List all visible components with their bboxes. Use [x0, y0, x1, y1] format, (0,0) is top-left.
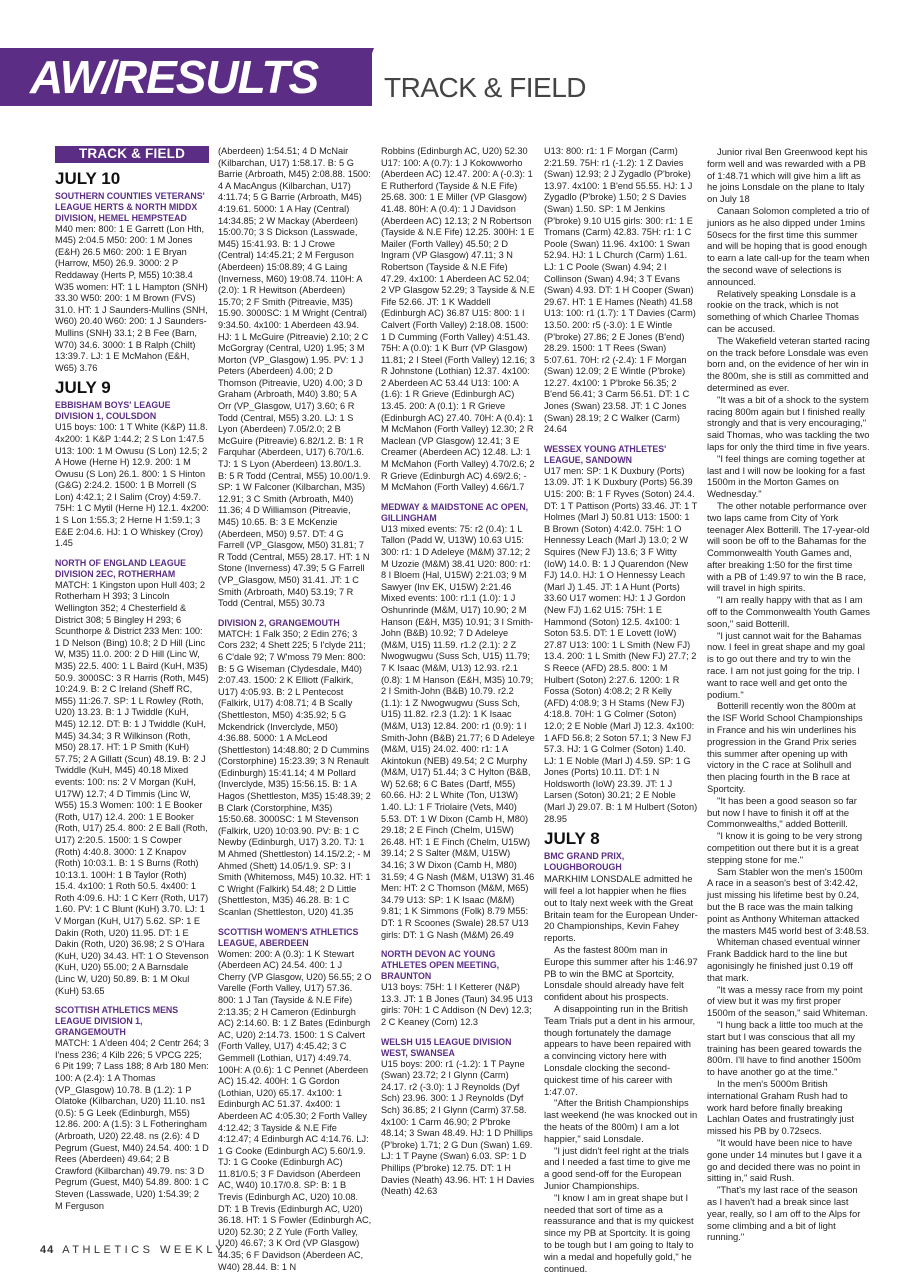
column-3 [381, 146, 535, 1226]
results-text: M40 men: 800: 1 E Garrett (Lon Hth, M45) 2:04.5 M50: 200: 1 M Jones (E&H) 26.5 M60: 200: 1 E Bryan (Harrow, M50) 26.9. 3000: 2 P Reddaway (Herts P, M55) 10:38.4 W35 women: HT: 1 L Hampton (SNH) 33.30 W50: 200: 1 M Brown (FVS) 31.0. HT: 1 J Saunders-Mullins (SNH, W60) 20.40 W60: 200: 1 J Saunders-Mullins (SNH) 33.1; 2 B Fee (Barn, W70) 34.6. 3000: 1 B Ralph (Chilt) 13:39.7. LJ: 1 E McMahon (E&H, W65) 3.76 [55, 223, 208, 373]
report-paragraph: "I hung back a little too much at the start but I was conscious that all my training has been geared towards the 800m. I'll have to find another 1500m to have another go at the time." [707, 1018, 864, 1078]
results-text: Robbins (Edinburgh AC, U20) 52.30 U17: 100: A (0.7): 1 J Kokowworho (Aberdeen AC) 12.47. 200: A (-0.3): 1 E Rutherford (Tayside & N.E Fife) 25.68. 300: 1 E Miller (VP Glasgow) 41.48. 80H: A (0.4): 1 J Davidson (Aberdeen AC) 12.13; 2 N Robertson (Tayside & N.E Fife) 12.25. 300H: 1 E Mailer (Forth Valley) 45.50; 2 D Ingram (VP Glasgow) 47.11; 3 N Robertson (Tayside & N.E Fife) 47.29. 4x100: 1 Aberdeen AC 52.04; 2 VP Glasgow 52.29; 3 Tayside & N.E Fife 52.66. JT: 1 K Waddell (Edinburgh AC) 36.87 U15: 800: 1 I Calvert (Forth Valley) 2:18.08. 1500: 1 D Cumming (Forth Valley) 4:51.43. 75H: A (0.0): 1 K Burr (VP Glasgow) 11.81; 2 I Steel (Forth Valley) 12.16; 3 R Johnstone (Lothian) 12.37. 4x100: 2 Aberdeen AC 53.44 U13: 100: A (1.6): 1 R Grieve (Edinburgh AC) 13.45. 200: A (0.1): 1 R Grieve (Edinburgh AC) 27.40. 70H: A (0.4): 1 M McMahon (Forth Valley) 12.30; 2 R Maclean (VP Glasgow) 12.41; 3 E Creamer (Aberdeen AC) 12.48. LJ: 1 M McMahon (Forth Valley) 4.70/2.6; 2 R Grieve (Edinburgh AC) 4.69/2.6; - M McMahon (Forth Valley) 4.66/1.7 [381, 146, 535, 493]
results-text: U13: 800: r1: 1 F Morgan (Carm) 2:21.59. 75H: r1 (-1.2): 1 Z Davies (Swan) 12.93; 2 J Zygadlo (P'broke) 13.97. 4x100: 1 B'end 55.55. HJ: 1 J Zygadlo (P'broke) 1.50; 2 S Davies (Swan) 1.50. SP: 1 M Jenkins (P'broke) 9.10 U15 girls: 300: r1: 1 E Tromans (Carm) 42.83. 75H: r1: 1 C Poole (Swan) 11.96. 4x100: 1 Swan 52.94. HJ: 1 L Church (Carm) 1.61. LJ: 1 C Poole (Swan) 4.94; 2 I Collinson (Swan) 4.94; 3 T Evans (Swan) 4.93. DT: 1 H Cooper (Swan) 29.67. HT: 1 E Hames (Neath) 41.58 U13: 100: r1 (1.7): 1 T Davies (Carm) 13.50. 200: r5 (-3.0): 1 E Wintle (P'broke) 27.86; 2 E Jones (B'end) 28.29. 1500: 1 T Rees (Swan) 5:07.61. 70H: r2 (-2.4): 1 F Morgan (Swan) 12.09; 2 E Wintle (P'broke) 12.27. 4x100: 1 P'broke 56.35; 2 B'end 56.41; 3 Carm 56.51. DT: 1 C Jones (Swan) 23.58. JT: 1 C Jones (Swan) 28.19; 2 C Walker (Carm) 24.64 [544, 146, 696, 435]
report-paragraph: "It has been a good season so far but now I have to finish it off at the Commonwealths," added Botterill. [707, 794, 857, 830]
meeting-title: SOUTHERN COUNTIES VETERANS' LEAGUE HERTS & NORTH MIDDX DIVISION, HEMEL HEMPSTEAD [55, 190, 205, 223]
results-text: U17 men: SP: 1 K Duxbury (Ports) 13.09. JT: 1 K Duxbury (Ports) 56.39 U15: 200: B: 1 F Ryves (Soton) 24.4. DT: 1 T Pattison (Ports) 33.46. JT: 1 T Holmes (Marl J) 50.81 U13: 1500: 1 B Brown (Soton) 4:42.0. 75H: 1 O Hennessy Leach (Marl J) 13.0; 2 W Squires (New FJ) 13.6; 3 F Witty (IoW) 14.0. B: 1 J Quarendon (New FJ) 14.0. HJ: 1 O Hennessy Leach (Marl J) 1.45. JT: 1 A Hunt (Ports) 33.60 U17 women: HJ: 1 J Gordon (New FJ) 1.62 U15: 75H: 1 E Hammond (Soton) 12.5. 4x100: 1 Soton 53.5. DT: 1 E Lovett (IoW) 27.87 U13: 100: 1 L Smith (New FJ) 13.4. 200: 1 L Smith (New FJ) 27.7; 2 S Reece (AFD) 28.5. 800: 1 M Hulbert (Soton) 2:27.6. 1200: 1 R Fossa (Soton) 4:08.2; 2 R Kelly (AFD) 4:08.9; 3 H Stams (New FJ) 4:18.8. 70H: 1 G Colmer (Soton) 12.0; 2 E Noble (Marl J) 12.3. 4x100: 1 AFD 56.8; 2 Soton 57.1; 3 New FJ 57.3. HJ: 1 G Colmer (Soton) 1.40. LJ: 1 E Noble (Marl J) 4.59. SP: 1 G Jones (Ports) 10.11. DT: 1 N Holdsworth (IoW) 23.39. JT: 1 J Larsen (Soton) 30.21; 2 E Noble (Marl J) 29.07. B: 1 M Hulbert (Soton) 28.95 [544, 465, 698, 824]
report-paragraph: The other notable performance over two laps came from City of York teenager Alex Botterill. The 17-year-old will soon be off to the Bahamas for the Commonwealth Youth Games and, after breaking 1:50 for the first time with a PB of 1:49.97 to win the B race, will travel in high spirits. [707, 499, 870, 594]
report-paragraph: Whiteman chased eventual winner Frank Baddick hard to the line but agonisingly he finished just 0.19 off that mark. [707, 936, 861, 983]
results-text: U13 mixed events: 75: r2 (0.4): 1 L Tallon (Padd W, U13W) 10.63 U15: 300: r1: 1 D Adeleye (M&M) 37.12; 2 M Uzozie (M&M) 38.41 U20: 800: r1: 8 I Bloem (Hal, U15W) 2:21.03; 9 M Sawyer (Inv EK, U15W) 2:21.46 Mixed events: 100: r1.1 (1.0): 1 J Oshunrinde (M&M, U17) 10.90; 2 M Hanson (E&H, M35) 10.91; 3 I Smith-John (B&B) 10.92; 7 D Adeleye (M&M, U15) 11.59. r1.2 (2.1): 2 Z Nwogwugwu (Suss Sch, U15) 11.79; 7 K Isaac (M&M, U13) 12.93. r2.1 (0.8): 1 M Hanson (E&H, M35) 10.79; 2 I Smith-John (B&B) 10.79. r2.2 (1.1): 1 Z Nwogwugwu (Suss Sch, U15) 11.82. r2.3 (1.2): 1 K Isaac (M&M, U13) 12.84. 200: r1 (0.9): 1 I Smith-John (B&B) 21.77; 6 D Adeleye (M&M, U15) 24.02. 400: r1: 1 A Akintokun (NEB) 49.54; 2 C Murphy (M&M, U17) 51.44; 3 C Hylton (B&B, W) 52.68; 6 C Bates (Dartf, M55) 60.66. HJ: 2 L White (Ton, U13W) 1.40. LJ: 1 F Triolaire (Vets, M40) 5.53. DT: 1 W Dixon (Camb H, M80) 29.18; 2 E Finch (Chelm, U15W) 26.48. HT: 1 E Finch (Chelm, U15W) 39.14; 2 S Salter (M&M, U15W) 34.16; 3 W Dixon (Camb H, M80) 31.59; 4 G Nash (M&M, U13W) 31.46 Men: HT: 2 C Thomson (M&M, M65) 34.79 U13: SP: 1 K Isaac (M&M) 9.81; 1 K Simmons (Folk) 8.79 M55: DT: 1 R Scoones (Swale) 28.57 U13 girls: DT: 1 G Nash (M&M) 26.49 [381, 523, 535, 940]
meeting-title: WESSEX YOUNG ATHLETES' LEAGUE, SANDOWN [544, 443, 667, 465]
report-paragraph: "I just cannot wait for the Bahamas now. I feel in great shape and my goal is to go out there and try to win the race. I am not just going for the trip. I want to race well and get onto the podium." [707, 629, 865, 700]
results-text: (Aberdeen) 1:54.51; 4 D McNair (Kilbarchan, U17) 1:58.17. B: 5 G Barrie (Arbroath, M45) 2:08.88. 1500: 4 A MacAngus (Kilbarchan, U17) 4:11.74; 5 G Barrie (Arbroath, M45) 4:19.61. 5000: 1 A Hay (Central) 14:34.85; 2 W Mackay (Aberdeen) 15:00.70; 3 S Dickson (Lasswade, M45) 15:41.93. B: 1 J Crowe (Central) 14:45.21; 2 M Ferguson (Aberdeen) 15:08.89; 4 G Laing (Inverness, M60) 19:08.74. 110H: A (2.0): 1 R Hewitson (Aberdeen) 15.70; 2 F Smith (Pitreavie, M35) 15.90. 3000SC: 1 M Wright (Central) 9:34.50. 4x100: 1 Aberdeen 43.94. HJ: 1 L McGuire (Pitreavie) 2.10; 2 C McGorgray (Central, U20) 1.95; 3 M Morton (VP_Glasgow) 1.95. PV: 1 J Peters (Aberdeen) 4.00; 2 D Thomson (Pitreavie, U20) 4.00; 3 D Graham (Arbroath, M40) 3.80; 5 A Orr (VP_Glasgow, U17) 3.60; 6 R Todd (Central, M55) 3.20. LJ: 1 S Lyon (Aberdeen) 7.05/2.0; 2 B McGuire (Pitreavie) 6.82/1.2. B: 1 R Farquhar (Aberdeen, U17) 6.70/1.6. TJ: 1 S Lyon (Aberdeen) 13.80/1.3. B: 5 R Todd (Central, M55) 10.00/1.9. SP: 1 W Falconer (Kilbarchan, M35) 12.91; 3 C Smith (Arbroath, M40) 11.36; 4 D Williamson (Pitreavie, M45) 10.65. B: 3 E McKenzie (Aberdeen, M50) 9.57. DT: 4 G Farrell (VP_Glasgow, M50) 31.81; 7 R Todd (Central, M55) 28.17. HT: 1 N Stone (Inverness) 47.39; 5 G Farrell (VP_Glasgow, M50) 31.41. JT: 1 C Smith (Arbroath, M40) 53.19; 7 R Todd (Central, M55) 30.73 [218, 146, 371, 609]
report-paragraph: "That's my last race of the season as I haven't had a break since last year, really, so I am off to the Alps for some climbing and a bit of light running." [707, 1184, 861, 1243]
results-text: MATCH: 1 Kingston upon Hull 403; 2 Rotherham H 393; 3 Lincoln Wellington 352; 4 Chesterfield & District 308; 5 Bingley H 293; 6 Scunthorpe & District 233 Men: 100: 1 D Nelson (Bing) 10.8; 2 D Hill (Linc W, M35) 11.0. 200: 2 D Hill (Linc W, M35) 22.5. 400: 1 L Baird (KuH, M35) 50.9. 3000SC: 3 R Harris (Roth, M45) 10:24.9. B: 2 C Ireland (Sheff RC, M55) 11:26.7. SP: 1 L Rowley (Roth, U20) 13.23. B: 1 J Twiddle (KuH, M45) 12.12. DT: B: 1 J Twiddle (KuH, M45) 34.34; 3 R Wilkinson (Roth, M50) 28.17. HT: 1 P Smith (KuH) 57.75; 2 A Gillatt (Scun) 48.19. B: 2 J Twiddle (KuH, M45) 40.18 Mixed events: 100: ns: 2 V Morgan (KuH, U17W) 12.7; 4 D Timmis (Linc W, W55) 15.3 Women: 100: 1 E Booker (Roth, U17) 12.4. 200: 1 E Booker (Roth, U17) 25.4. 800: 2 E Ball (Roth, U17) 2:20.5. 1500: 1 S Cowper (Roth) 4:40.8. 3000: 1 Z Knapov (Roth) 10:03.1. B: 1 S Burns (Roth) 10:13.1. 100H: 1 B Taylor (Roth) 15.4. 4x100: 1 Roth 50.5. 4x400: 1 Roth 4:09.6. HJ: 1 C Kerr (Roth, U17) 1.60. PV: 1 C Blunt (KuH) 3.70. LJ: 1 V Morgan (KuH, U17) 5.62. SP: 1 E Dakin (Roth, U20) 11.95. DT: 1 E Dakin (Roth, U20) 36.98; 2 S O'Hara (KuH, U20) 34.43. HT: 1 O Stevenson (KuH, U20) 55.00; 2 A Barnsdale (Linc W, U20) 50.89. B: 1 M Okul (KuH) 53.65 [55, 579, 209, 996]
results-text: U15 boys: 100: 1 T White (K&P) 11.8. 4x200: 1 K&P 1:44.2; 2 S Lon 1:47.5 U13: 100: 1 M Owusu (S Lon) 12.5; 2 A Howe (Herne H) 12.9. 200: 1 M Owusu (S Lon) 26.1. 800: 1 S Hinton (G&G) 2:24.2. 1500: 1 B Morrell (S Lon) 4:42.1; 2 I Salim (Croy) 4:59.7. 75H: 1 C Mytil (Herne H) 12.1. 4x200: 1 S Lon 1:55.3; 2 Herne H 1:59.1; 3 E&E 2:04.6. HJ: 1 O Whiskey (Croy) 1.45 [55, 422, 209, 549]
meeting-title: WELSH U15 LEAGUE DIVISION WEST, SWANSEA [381, 1036, 512, 1058]
column-5 [707, 146, 870, 1243]
report-paragraph: "I know I am in great shape but I needed that sort of time as a reassurance and that is my quickest since my PB at Sportcity. It is going to be tough but I am going to Italy to win a medal and hopefully gold," he continued. [544, 1191, 694, 1274]
report-paragraph: "It was a messy race from my point of view but it was my first proper 1500m of the season," said Whiteman. [707, 983, 868, 1019]
publication-name: ATHLETICS WEEKLY [62, 1244, 227, 1256]
report-body [544, 873, 698, 1274]
results-text: U15 boys: 200: r1 (-1.2): 1 T Payne (Swan) 23.72; 2 I Glynn (Carm) 24.17. r2 (-3.0): 1 J Reynolds (Dyf Sch) 23.96. 300: 1 J Reynolds (Dyf Sch) 36.85; 2 I Glynn (Carm) 37.58. 4x100: 1 Carm 46.90; 2 P'broke 48.14; 3 Swan 48.49. HJ: 1 D Phillips (P'broke) 1.71; 2 G Dun (Swan) 1.69. LJ: 1 T Payne (Swan) 6.03. SP: 1 D Phillips (P'broke) 12.75. DT: 1 H Davies (Neath) 43.96. HT: 1 H Davies (Neath) 42.63 [381, 1058, 535, 1197]
report-paragraph: "I just didn't feel right at the trials and I needed a fast time to give me a good send-off for the European Junior Championships. [544, 1144, 691, 1191]
track-field-tag: TRACK & FIELD [55, 146, 209, 163]
report-paragraph: MARKHIM LONSDALE admitted he will feel a lot happier when he flies out to Italy next week with the Great Britain team for the European Under-20 Championships, Kevin Fahey reports. [544, 873, 698, 944]
report-paragraph: "I feel things are coming together at last and I will now be looking for a fast 1500m in the Morton Games on Wednesday." [707, 452, 865, 500]
meeting-title: NORTH DEVON AC YOUNG ATHLETES OPEN MEETING, BRAUNTON [381, 949, 500, 982]
date-heading: JULY 10 [55, 168, 121, 188]
report-paragraph: Sam Stabler won the men's 1500m A race in a season's best of 3:42.42, just missing his lifetime best by 0.24, but the B race was the main talking point as Anthony Whiteman attacked the masters M45 world best of 3:48.53. [707, 865, 870, 936]
results-text: MATCH: 1 Falk 350; 2 Edin 276; 3 Cors 232; 4 Shett 225; 5 I'clyde 211; 6 C'dale 92; 7 W'moss 79 Men: 800: B: 5 G Wiseman (Clydesdale, M40) 2:07.43. 1500: 2 K Elliott (Falkirk, U17) 4:05.93. B: 2 L Pentecost (Falkirk, U17) 4:08.71; 4 B Scally (Shettleston, M50) 4:35.92; 5 G Mckendrick (Inverclyde, M50) 4:36.88. 5000: 1 A McLeod (Shettleston) 14:48.80; 2 D Cummins (Corstorphine) 15:23.39; 3 N Renault (Edinburgh) 15:41.14; 4 M Pollard (Inverclyde, M35) 15:56.15. B: 1 A Hagos (Shettleston, M35) 15:48.39; 2 B Clark (Corstorphine, M35) 15:50.68. 3000SC: 1 M Stevenson (Falkirk, U20) 10:03.90. PV: B: 1 C Newby (Edinburgh, U17) 3.20. TJ: 1 M Ahmed (Shettleston) 14.15/2.2; - M Ahmed (Shett) 14.05/1.9. SP: 3 I Smith (Whitemoss, M45) 10.32. HT: 1 C Wright (Falkirk) 54.48; 2 D Little (Shettleston, M35) 46.28. B: 1 C Scanlan (Shettleston, U20) 41.35 [218, 628, 371, 917]
report-paragraph: Botterill recently won the 800m at the ISF World School Championships in France and his win underlines his progression in the Grand Prix series this summer after opening up with victory in the C race at Solihull and then placing fourth in the B race at Sportcity. [707, 700, 863, 795]
results-text: U13 boys: 75H: 1 I Ketterer (N&P) 13.3. JT: 1 B Jones (Taun) 34.95 U13 girls: 70H: 1 C Addison (N Dev) 12.3; 2 C Keaney (Corn) 12.3 [381, 982, 533, 1027]
date-heading: JULY 8 [544, 829, 600, 849]
report-paragraph: Relatively speaking Lonsdale is a rookie on the track, which is not something of which Charlee Thomas can be accused. [707, 287, 859, 334]
masthead [0, 0, 905, 110]
page-number: 44 [40, 1244, 55, 1256]
column-1 [55, 146, 209, 1226]
meeting-title: DIVISION 2, GRANGEMOUTH [218, 617, 340, 628]
results-text: Women: 200: A (0.3): 1 K Stewart (Aberdeen AC) 24.54. 400: 1 J Cherry (VP Glasgow, U20) 56.55; 2 O Varelle (Forth Valley, U17) 57.36. 800: 1 J Tan (Tayside & N.E Fife) 2:13.35; 2 H Cameron (Edinburgh AC) 2:14.60. B: 1 Z Bates (Edinburgh AC, U20) 2:14.73. 1500: 1 S Calvert (Forth Valley, U17) 4:45.42; 3 C Gemmell (Lothian, U17) 4:49.74. 100H: A (0.6): 1 C Pennet (Aberdeen AC) 15.42. 400H: 1 G Gordon (Lothian, U20) 65.17. 4x100: 1 Edinburgh AC 51.37. 4x400: 1 Aberdeen AC 4:05.30; 2 Forth Valley 4:12.42; 3 Tayside & N.E Fife 4:12.47; 4 Edinburgh AC 4:14.76. LJ: 1 G Cooke (Edinburgh AC) 5.60/1.9. TJ: 1 G Cooke (Edinburgh AC) 11.81/0.5; 3 F Davidson (Aberdeen AC, W40) 10.17/0.8. SP: B: 1 B Trevis (Edinburgh AC, U20) 10.08. DT: 1 B Trevis (Edinburgh AC, U20) 36.18. HT: 1 S Fowler (Edinburgh AC, U20) 52.30; 2 Z Yule (Forth Valley, U20) 46.67; 3 K Ord (VP Glasgow) 44.35; 6 F Davidson (Aberdeen AC, W40) 28.44. B: 1 N [218, 948, 372, 1272]
report-paragraph: "I know it is going to be very strong competition out there but it is a great stepping stone for me." [707, 830, 863, 865]
meeting-title: MEDWAY & MAIDSTONE AC OPEN, GILLINGHAM [381, 501, 529, 523]
section-title: TRACK & FIELD [384, 72, 586, 103]
report-paragraph: "After the British Championships last weekend (he was knocked out in the heats of the 800m) I am a lot happier," said Lonsdale. [544, 1097, 698, 1144]
banner-tail [352, 48, 374, 106]
report-paragraph: "I am really happy with that as I am off to the Commonwealth Youth Games soon," said Botterill. [707, 594, 870, 629]
date-heading: JULY 9 [55, 378, 111, 398]
meeting-title: BMC GRAND PRIX, LOUGHBOROUGH [544, 851, 625, 873]
report-paragraph: The Wakefield veteran started racing on the track before Lonsdale was even born and, on the evidence of her win in the 800m, she is still as committed and determined as ever. [707, 334, 870, 393]
meeting-title: EBBISHAM BOYS' LEAGUE DIVISION 1, COULSDON [55, 400, 171, 422]
meeting-title: SCOTTISH ATHLETICS MENS LEAGUE DIVISION 1, GRANGEMOUTH [55, 1005, 179, 1038]
meeting-title: SCOTTISH WOMEN'S ATHLETICS LEAGUE, ABERDEEN [218, 926, 359, 948]
page-footer [40, 1244, 226, 1256]
report-paragraph: "It would have been nice to have gone under 14 minutes but I gave it a go and decided there was no point in sitting in," said Rush. [707, 1136, 862, 1184]
report-paragraph: Junior rival Ben Greenwood kept his form well and was rewarded with a PB of 1:48.71 which will give him a lift as he joins Lonsdale on the plane to Italy on July 18 [707, 146, 868, 205]
report-paragraph: A disappointing run in the British Team Trials put a dent in his armour, though fortunately the damage appears to have been repaired with a convincing victory here with Lonsdale clocking the second-quickest time of his career with 1:47.07. [544, 1003, 696, 1097]
column-4 [544, 146, 698, 1274]
report-paragraph: In the men's 5000m British international Graham Rush had to work hard before finally breaking Lachlan Oates and frustratingly just missed his PB by 0.72secs. [707, 1077, 854, 1137]
column-2 [218, 146, 372, 1272]
report-paragraph: As the fastest 800m man in Europe this summer after his 1:46.97 PB to win the BMC at Sportcity, Lonsdale should already have felt confident about his prospects. [544, 944, 698, 1003]
report-paragraph: Canaan Solomon completed a trio of juniors as he also dipped under 1mins 50secs for the first time this summer and will be hoping that is good enough to earn a late call-up for the team when the second wave of selections is announced. [707, 204, 870, 287]
brand-title: AW/RESULTS [30, 51, 319, 103]
report-paragraph: "It was a bit of a shock to the system racing 800m again but I finished really strongly and that is very encouraging," said Thomas, who was tackling the two laps for only the third time in five years. [707, 393, 870, 452]
meeting-title: NORTH OF ENGLAND LEAGUE DIVISION 2EC, ROTHERHAM [55, 557, 186, 579]
results-banner [0, 48, 372, 106]
results-text: MATCH: 1 A'deen 404; 2 Centr 264; 3 I'ness 236; 4 Kilb 226; 5 VPCG 225; 6 Pit 199; 7 Lass 188; 8 Arb 180 Men: 100: A (2.4): 1 A Thomas (VP_Glasgow) 10.78. B (1.2): 1 P Olatoke (Kilbarchan, U20) 11.10. ns1 (0.5): 5 G Leek (Edinburgh, M55) 12.86. 200: A (1.5): 3 L Fotheringham (Arbroath, U20) 22.48. ns (2.6): 4 D Pegrum (Guest, M40) 24.54. 400: 1 D Rees (Aberdeen) 49.64; 2 B Crawford (Kilbarchan) 49.79. ns: 3 D Pegrum (Guest, M40) 54.89. 800: 1 C Steven (Lasswade, U20) 1:54.39; 2 M Ferguson [55, 1038, 209, 1211]
